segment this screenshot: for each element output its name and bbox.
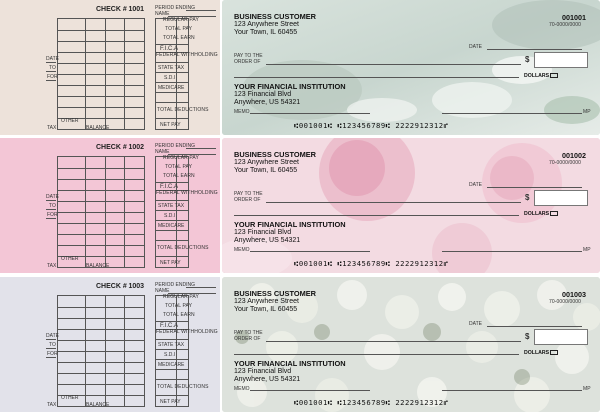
dollar-sign: $ xyxy=(525,193,530,202)
stub-total-pay: TOTAL PAY xyxy=(165,303,193,309)
stub-name-label: NAME xyxy=(155,288,170,294)
stub-fica: F.I.C.A xyxy=(160,46,179,52)
stub-to-label: TO xyxy=(49,342,56,348)
written-amount-line[interactable] xyxy=(234,215,519,216)
company-city: Your Town, IL 60455 xyxy=(234,306,298,313)
date-label: DATE xyxy=(469,182,482,188)
company-city: Your Town, IL 60455 xyxy=(234,167,298,174)
routing-fraction: 70-0000/0000 xyxy=(549,299,582,305)
dollar-sign: $ xyxy=(525,55,530,64)
stub-regular-pay: REGULAR PAY xyxy=(163,155,199,161)
date-line[interactable] xyxy=(487,187,582,188)
stub-balance-label: BALANCE xyxy=(86,125,110,131)
company-name: BUSINESS CUSTOMER xyxy=(234,150,316,159)
payee-line[interactable] xyxy=(266,202,521,203)
date-line[interactable] xyxy=(487,49,582,50)
routing-fraction: 70-0000/0000 xyxy=(549,160,582,166)
bank-city: Anywhere, US 54321 xyxy=(234,376,301,383)
stub-period-ending-label: PERIOD ENDING xyxy=(155,282,196,288)
security-lock-icon xyxy=(550,211,558,216)
stub-federal-withholding: FEDERAL WITHHOLDING xyxy=(156,190,218,196)
payee-line[interactable] xyxy=(266,341,521,342)
bank-street: 123 Financial Blvd xyxy=(234,229,292,236)
memo-line[interactable] xyxy=(250,390,370,391)
company-name: BUSINESS CUSTOMER xyxy=(234,12,316,21)
stub-total-earn: TOTAL EARN xyxy=(163,173,195,179)
stub-sdi: S.D.I xyxy=(164,75,176,81)
stub-fica: F.I.C.A xyxy=(160,184,179,190)
check-stub-2 xyxy=(0,138,220,273)
stub-name-label: NAME xyxy=(155,11,170,17)
pay-to-label: PAY TO THE xyxy=(234,53,263,59)
order-of-label: ORDER OF xyxy=(234,197,261,203)
date-label: DATE xyxy=(469,44,482,50)
pay-to-label: PAY TO THE xyxy=(234,191,263,197)
check-row-3 xyxy=(0,277,600,414)
stub-total-deductions: TOTAL DEDUCTIONS xyxy=(157,384,209,390)
signature-line[interactable] xyxy=(442,251,582,252)
check-number: 001003 xyxy=(562,290,586,299)
stub-date-label: DATE xyxy=(46,194,59,200)
dollars-label: DOLLARS xyxy=(524,211,550,217)
signature-line[interactable] xyxy=(442,390,582,391)
stub-for-label: FOR xyxy=(47,74,58,80)
stub-check-number: CHECK # 1003 xyxy=(96,283,145,290)
memo-line[interactable] xyxy=(250,251,370,252)
stub-tax-label: TAX xyxy=(47,125,57,131)
pay-to-label: PAY TO THE xyxy=(234,330,263,336)
stub-date-label: DATE xyxy=(46,56,59,62)
stub-net-pay: NET PAY xyxy=(160,122,181,128)
stub-tax-label: TAX xyxy=(47,402,57,408)
stub-other-label: OTHER xyxy=(61,118,79,124)
stub-total-pay: TOTAL PAY xyxy=(165,26,193,32)
stub-for-label: FOR xyxy=(47,351,58,357)
stub-total-earn: TOTAL EARN xyxy=(163,35,195,41)
mp-label: MP xyxy=(583,247,591,253)
memo-line[interactable] xyxy=(250,113,370,114)
stub-sdi: S.D.I xyxy=(164,213,176,219)
stub-medicare: MEDICARE xyxy=(158,223,185,229)
stub-state-tax: STATE TAX xyxy=(158,203,185,209)
company-city: Your Town, IL 60455 xyxy=(234,29,298,36)
company-street: 123 Anywhere Street xyxy=(234,159,299,166)
payee-line[interactable] xyxy=(266,64,521,65)
dollars-label: DOLLARS xyxy=(524,350,550,356)
stub-balance-label: BALANCE xyxy=(86,263,110,269)
stub-state-tax: STATE TAX xyxy=(158,342,185,348)
bank-name: YOUR FINANCIAL INSTITUTION xyxy=(234,220,346,229)
stub-net-pay: NET PAY xyxy=(160,399,181,405)
stub-federal-withholding: FEDERAL WITHHOLDING xyxy=(156,329,218,335)
check-row-1 xyxy=(0,0,600,137)
micr-line: ⑆001001⑆ ⑆123456789⑆ 2222912312⑈ xyxy=(294,398,449,407)
stub-tax-label: TAX xyxy=(47,263,57,269)
stub-other-label: OTHER xyxy=(61,395,79,401)
micr-line: ⑆001001⑆ ⑆123456789⑆ 2222912312⑈ xyxy=(294,259,449,268)
stub-check-number: CHECK # 1001 xyxy=(96,6,145,13)
bank-street: 123 Financial Blvd xyxy=(234,91,292,98)
stub-period-ending-label: PERIOD ENDING xyxy=(155,143,196,149)
stub-total-pay: TOTAL PAY xyxy=(165,164,193,170)
check-number: 001001 xyxy=(562,13,586,22)
stub-check-number: CHECK # 1002 xyxy=(96,144,145,151)
stub-medicare: MEDICARE xyxy=(158,85,185,91)
stub-regular-pay: REGULAR PAY xyxy=(163,17,199,23)
memo-label: MEMO xyxy=(234,247,250,253)
stub-name-label: NAME xyxy=(155,149,170,155)
security-lock-icon xyxy=(550,73,558,78)
amount-box[interactable] xyxy=(534,329,588,345)
check-number: 001002 xyxy=(562,151,586,160)
company-name: BUSINESS CUSTOMER xyxy=(234,289,316,298)
check-row-2 xyxy=(0,138,600,275)
stub-balance-label: BALANCE xyxy=(86,402,110,408)
stub-sdi: S.D.I xyxy=(164,352,176,358)
written-amount-line[interactable] xyxy=(234,354,519,355)
mp-label: MP xyxy=(583,109,591,115)
bank-street: 123 Financial Blvd xyxy=(234,368,292,375)
dollar-sign: $ xyxy=(525,332,530,341)
amount-box[interactable] xyxy=(534,52,588,68)
written-amount-line[interactable] xyxy=(234,77,519,78)
stub-total-earn: TOTAL EARN xyxy=(163,312,195,318)
security-lock-icon xyxy=(550,350,558,355)
stub-fica: F.I.C.A xyxy=(160,323,179,329)
bank-city: Anywhere, US 54321 xyxy=(234,237,301,244)
stub-other-label: OTHER xyxy=(61,256,79,262)
memo-label: MEMO xyxy=(234,109,250,115)
check-3 xyxy=(222,277,600,412)
routing-fraction: 70-0000/0000 xyxy=(549,22,582,28)
dollars-label: DOLLARS xyxy=(524,73,550,79)
stub-to-label: TO xyxy=(49,203,56,209)
order-of-label: ORDER OF xyxy=(234,59,261,65)
stub-total-deductions: TOTAL DEDUCTIONS xyxy=(157,107,209,113)
stub-regular-pay: REGULAR PAY xyxy=(163,294,199,300)
micr-line: ⑆001001⑆ ⑆123456789⑆ 2222912312⑈ xyxy=(294,121,449,130)
order-of-label: ORDER OF xyxy=(234,336,261,342)
stub-net-pay: NET PAY xyxy=(160,260,181,266)
stub-to-label: TO xyxy=(49,65,56,71)
check-stub-3 xyxy=(0,277,220,412)
amount-box[interactable] xyxy=(534,190,588,206)
stub-date-label: DATE xyxy=(46,333,59,339)
company-street: 123 Anywhere Street xyxy=(234,298,299,305)
stub-federal-withholding: FEDERAL WITHHOLDING xyxy=(156,52,218,58)
date-label: DATE xyxy=(469,321,482,327)
bank-name: YOUR FINANCIAL INSTITUTION xyxy=(234,359,346,368)
bank-name: YOUR FINANCIAL INSTITUTION xyxy=(234,82,346,91)
stub-total-deductions: TOTAL DEDUCTIONS xyxy=(157,245,209,251)
check-2 xyxy=(222,138,600,273)
signature-line[interactable] xyxy=(442,113,582,114)
stub-for-label: FOR xyxy=(47,212,58,218)
stub-state-tax: STATE TAX xyxy=(158,65,185,71)
check-stub-1 xyxy=(0,0,220,135)
check-1 xyxy=(222,0,600,135)
bank-city: Anywhere, US 54321 xyxy=(234,99,301,106)
company-street: 123 Anywhere Street xyxy=(234,21,299,28)
date-line[interactable] xyxy=(487,326,582,327)
mp-label: MP xyxy=(583,386,591,392)
stub-medicare: MEDICARE xyxy=(158,362,185,368)
stub-period-ending-label: PERIOD ENDING xyxy=(155,5,196,11)
memo-label: MEMO xyxy=(234,386,250,392)
